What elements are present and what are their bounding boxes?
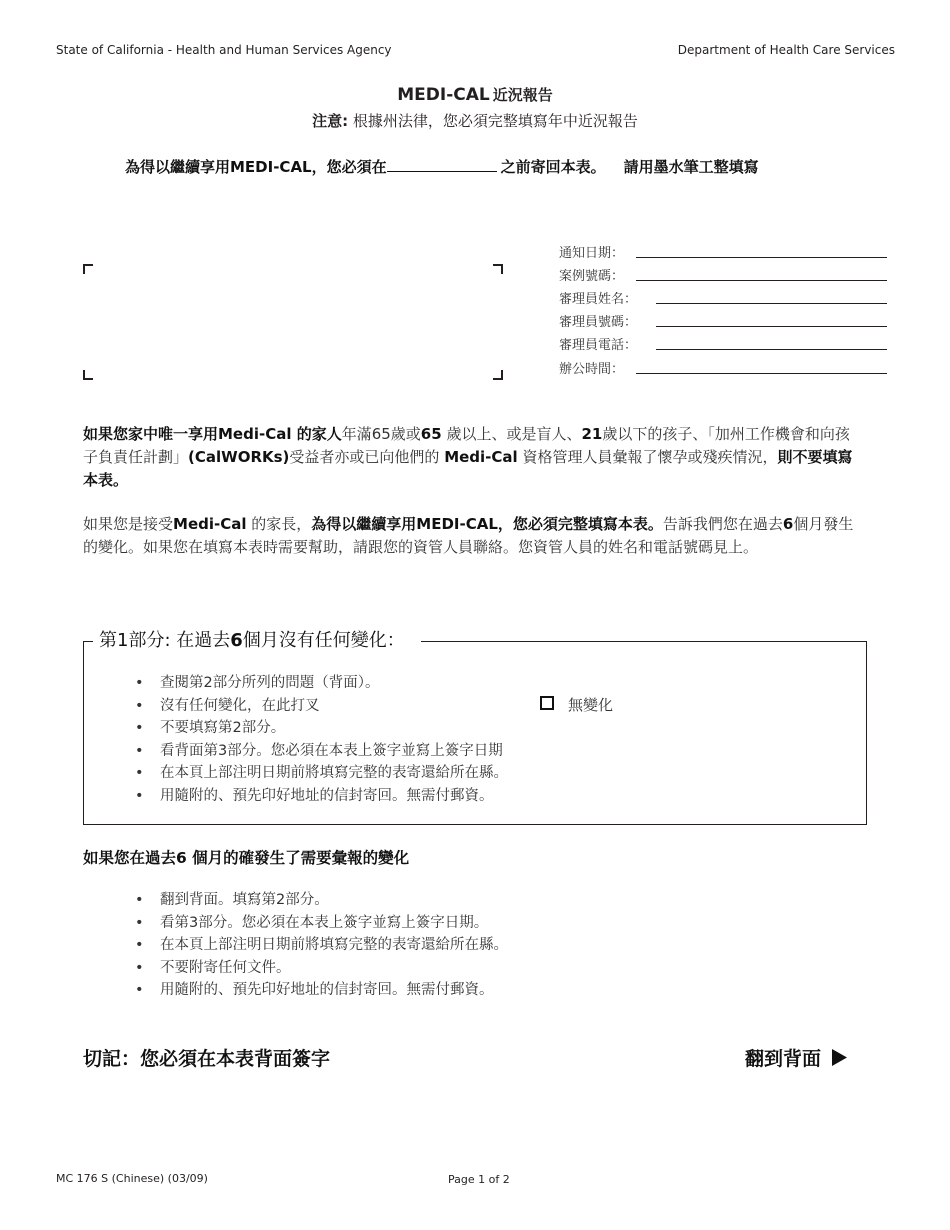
- list-item: • 查閱第2部分所列的問題（背面）。: [135, 672, 508, 695]
- part1-heading: 第1部分: 在過去6個月沒有任何變化：: [93, 626, 421, 652]
- no-change-checkbox[interactable]: [540, 696, 554, 710]
- changes-heading: 如果您在過去6 個月的確發生了需要彙報的變化: [83, 849, 410, 867]
- form-number: MC 176 S (Chinese) (03/09): [56, 1172, 208, 1185]
- corner-mark: [493, 370, 503, 380]
- department-name: Department of Health Care Services: [677, 43, 895, 57]
- deadline-instruction: 為得以繼續享用MEDI-CAL，您必須在 之前寄回本表。 請用墨水筆工整填寫: [125, 158, 759, 176]
- no-change-label: 無變化: [568, 696, 614, 714]
- corner-mark: [83, 264, 93, 274]
- list-item: • 翻到背面。填寫第2部分。: [135, 889, 508, 912]
- arrow-right-icon: [832, 1049, 847, 1066]
- list-item: • 在本頁上部注明日期前將填寫完整的表寄還給所在縣。: [135, 934, 508, 957]
- parent-paragraph: 如果您是接受Medi-Cal 的家長，為得以繼續享用MEDI-CAL，您必須完整填寫本表。告訴我們您在過去6個月發生的變化。如果您在填寫本表時需要幫助，請跟您的資管人員聯絡。您資管人員的姓名和電話號碼見上。: [83, 515, 854, 556]
- part1-list: [135, 672, 508, 808]
- turn-page-link[interactable]: 翻到背面: [745, 1044, 847, 1071]
- list-item: • 不要填寫第2部分。: [135, 717, 508, 740]
- corner-mark: [83, 370, 93, 380]
- list-item: • 在本頁上部注明日期前將填寫完整的表寄還給所在縣。: [135, 762, 508, 785]
- list-item: • 沒有任何變化，在此打叉: [135, 695, 508, 718]
- part2-list: [135, 889, 508, 1002]
- list-item: • 用隨附的、預先印好地址的信封寄回。無需付郵資。: [135, 979, 508, 1002]
- legal-notice: 注意: 根據州法律，您必須完整填寫年中近況報告: [312, 112, 638, 130]
- list-item: • 不要附寄任何文件。: [135, 957, 508, 980]
- list-item: • 用隨附的、預先印好地址的信封寄回。無需付郵資。: [135, 785, 508, 808]
- agency-name: State of California - Health and Human Services Agency: [56, 43, 392, 57]
- corner-mark: [493, 264, 503, 274]
- list-item: • 看第3部分。您必須在本表上簽字並寫上簽字日期。: [135, 912, 508, 935]
- list-item: • 看背面第3部分。您必須在本表上簽字並寫上簽字日期: [135, 740, 508, 763]
- eligibility-paragraph: 如果您家中唯一享用Medi-Cal 的家人年滿65歲或65 歲以上、或是盲人、21歲以下的孩子、「加州工作機會和向孩子負責任計劃」(CalWORKs)受益者亦或已向他們的 Medi-Cal 資格管理人員彙報了懷孕或殘疾情況，則不要填寫本表。: [83, 425, 853, 489]
- deadline-date-blank[interactable]: [387, 157, 497, 172]
- form-title: MEDI-CAL 近況報告: [397, 85, 553, 105]
- signature-reminder: 切記：您必須在本表背面簽字: [83, 1048, 331, 1070]
- page-number: Page 1 of 2: [448, 1173, 510, 1186]
